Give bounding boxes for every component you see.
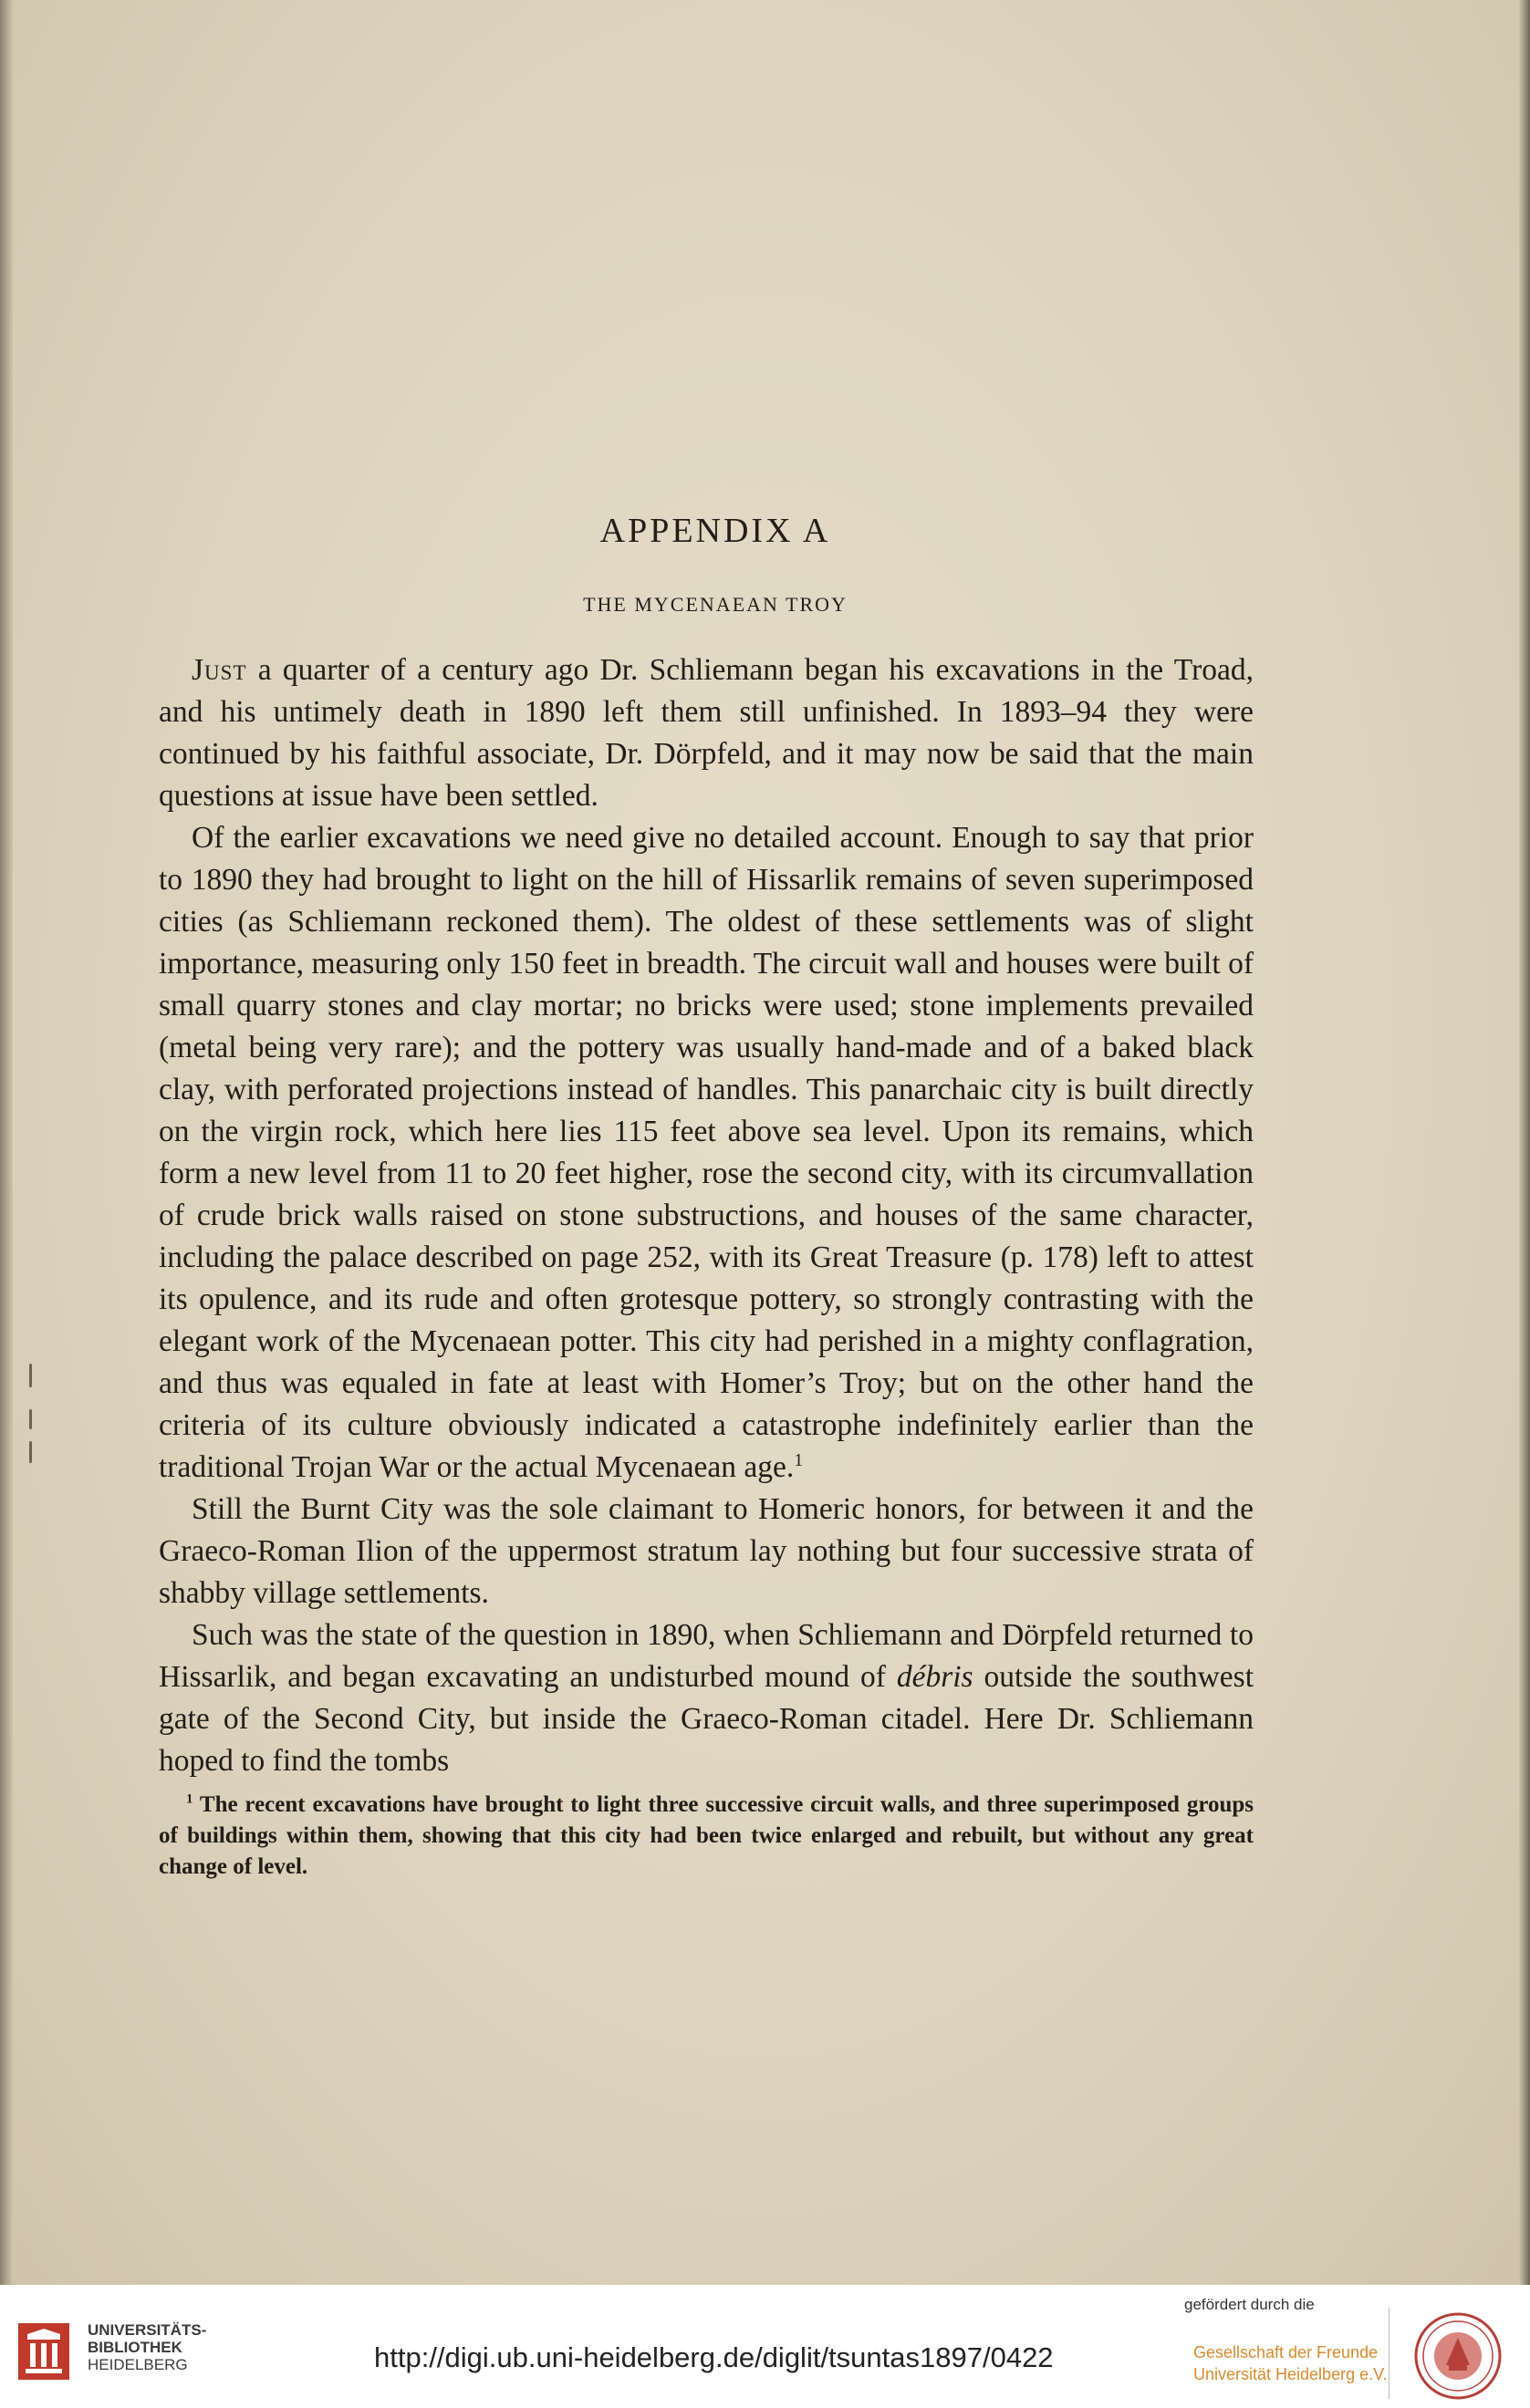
library-name-line: UNIVERSITÄTS-	[88, 2321, 207, 2339]
paragraph-text: outside the southwest gate of the Second City, but inside the Graeco-Roman citadel. Here Dr. Schliemann hoped to find the tombs	[159, 1660, 1254, 1778]
footnote-text: The recent excavations have brought to light three successive circuit walls, and three superimposed groups of buildings within them, showing that this city had been twice enlarged and rebuilt, but without any great change of level.	[159, 1792, 1254, 1879]
university-seal-icon	[1408, 2310, 1508, 2402]
italic-term: débris	[896, 1660, 973, 1694]
footnote-number: 1	[186, 1791, 193, 1807]
footnote	[159, 1790, 1254, 1883]
paragraph-lead-word: Just	[192, 653, 247, 687]
margin-mark	[29, 1409, 32, 1429]
paragraph-1	[159, 649, 1254, 817]
margin-mark	[29, 1441, 32, 1463]
library-name-line: HEIDELBERG	[88, 2356, 188, 2373]
paragraph-3	[159, 1489, 1254, 1614]
paragraph-4	[159, 1614, 1254, 1782]
paragraph-text: Such was the state of the question in 1890, when Schliemann and Dörpfeld returned to Hissarlik, and began excavating an undisturbed mound of	[159, 1618, 1254, 1694]
appendix-subtitle: THE MYCENAEAN TROY	[583, 593, 848, 616]
sponsor-line: Universität Heidelberg e.V.	[1193, 2365, 1388, 2383]
footnote-reference[interactable]: 1	[794, 1449, 804, 1470]
appendix-title: APPENDIX A	[599, 512, 831, 550]
viewer-footer	[0, 2285, 1530, 2408]
university-library-name[interactable]	[88, 2321, 206, 2373]
paragraph-text: Of the earlier excavations we need give no detailed account. Enough to say that prior to 1890 they had brought to light on the hill of Hissarlik remains of seven superimposed cities (as Schliemann reckoned them). The oldest of these settlements was of slight importance, measuring only 150 feet in breadth. The circuit wall and houses were built of small quarry stones and clay mortar; no bricks were used; stone implements prevailed (metal being very rare); and the pottery was usually hand-made and of a baked black clay, with perforated projections instead of handles. This panarchaic city is built directly on the virgin rock, which here lies 115 feet above sea level. Upon its remains, which form a new level from 11 to 20 feet higher, rose the second city, with its circumvallation of crude brick walls raised on stone substructions, and houses of the same character, including the palace described on page 252, with its Great Treasure (p. 178) left to attest its opulence, and its rude and often grotesque pottery, so strongly contrasting with the elegant work of the Mycenaean potter. This city had perished in a mighty conflagration, and thus was equaled in fate at least with Homer’s Troy; but on the other hand the criteria of its culture obviously indicated a catastrophe indefinitely earlier than the traditional Trojan War or the actual Mycenaean age.	[159, 821, 1254, 1484]
funded-by-label: gefördert durch die	[1184, 2296, 1315, 2313]
library-name-line: BIBLIOTHEK	[88, 2339, 182, 2356]
paragraph-text: Still the Burnt City was the sole claimant to Homeric honors, for between it and the Graeco-Roman Ilion of the uppermost stratum lay nothing but four successive strata of shabby village settlements.	[159, 1492, 1254, 1610]
paragraph-2	[159, 817, 1254, 1489]
sponsor-name[interactable]	[1193, 2341, 1387, 2385]
page-right-edge	[1519, 0, 1530, 2285]
margin-mark	[29, 1364, 32, 1387]
document-body	[159, 511, 1254, 1905]
sponsor-line: Gesellschaft der Freunde	[1193, 2343, 1379, 2361]
university-library-logo-icon[interactable]	[16, 2321, 71, 2382]
page-left-edge	[0, 0, 13, 2285]
paragraph-text: a quarter of a century ago Dr. Schliemann began his excavations in the Troad, and his untimely death in 1890 left them still unfinished. In 1893–94 they were continued by his faithful associate, Dr. Dörpfeld, and it may now be said that the main questions at issue have been settled.	[159, 653, 1254, 813]
permalink-url[interactable]: http://digi.ub.uni-heidelberg.de/diglit/tsuntas1897/0422	[374, 2341, 1054, 2373]
